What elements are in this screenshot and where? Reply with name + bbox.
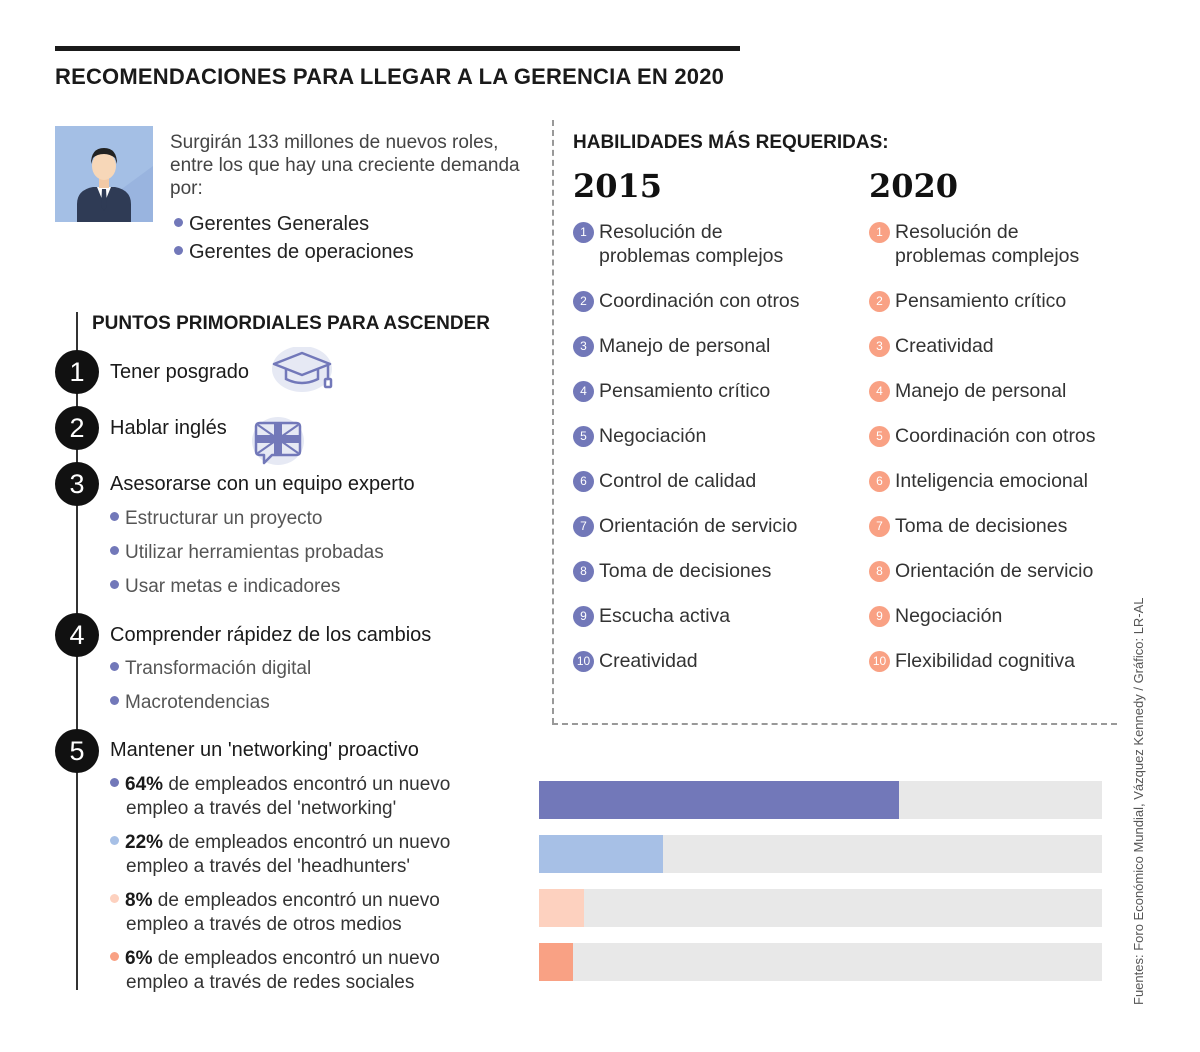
sub-item: Utilizar herramientas probadas [110,542,384,564]
bar-track [539,835,1102,873]
bullet-dot [110,580,119,589]
skill-label: Negociación [599,425,707,447]
skill-2015-item [573,514,818,538]
skill-2020-item [869,379,1114,403]
avatar [55,126,153,222]
legend-dot [110,778,119,787]
step-number: 4 [55,613,99,657]
legend-dot [110,836,119,845]
rank-badge: 9 [573,606,594,627]
bar-otros-medios [539,889,584,927]
intro-bullet-label: Gerentes Generales [189,213,370,235]
bar-track [539,781,1102,819]
skill-label: Flexibilidad cognitiva [895,650,1075,672]
skill-label: Creatividad [599,650,698,672]
dashed-border-bottom [552,723,1117,725]
skill-2020-item [869,469,1114,493]
skill-label: Resolución de problemas complejos [895,221,1080,267]
rank-badge: 2 [869,291,890,312]
skill-2020-item [869,334,1114,358]
bar-networking [539,781,899,819]
skill-2020-item [869,604,1114,628]
skill-2015-item [573,559,818,583]
rank-badge: 4 [869,381,890,402]
bar-redes-sociales [539,943,573,981]
skill-2015-item [573,424,818,448]
stat-otros-medios: 8% de empleados encontró un nuevo empleo a través de otros medios [110,889,520,937]
rank-badge: 5 [573,426,594,447]
businessman-icon [55,126,153,222]
year-2020-heading: 2020 [869,167,959,205]
legend-dot [110,894,119,903]
rank-badge: 2 [573,291,594,312]
stat-redes-sociales: 6% de empleados encontró un nuevo empleo a través de redes sociales [110,947,520,995]
rank-badge: 9 [869,606,890,627]
rank-badge: 5 [869,426,890,447]
legend-dot [110,952,119,961]
step-label: Comprender rápidez de los cambios [110,624,432,646]
rank-badge: 1 [869,222,890,243]
intro-paragraph: Surgirán 133 millones de nuevos roles, entre los que hay una creciente demanda por: [170,132,520,199]
rank-badge: 8 [573,561,594,582]
skill-label: Creatividad [895,335,994,357]
skill-2015-item [573,469,818,493]
stat-percent: 64% [125,774,164,795]
rank-badge: 7 [869,516,890,537]
skill-label: Control de calidad [599,470,757,492]
page-title: RECOMENDACIONES PARA LLEGAR A LA GERENCIA EN 2020 [55,64,725,89]
rank-badge: 7 [573,516,594,537]
skill-2015-item [573,289,818,313]
stat-percent: 22% [125,832,164,853]
step-number: 5 [55,729,99,773]
intro-bullet [174,213,369,236]
skill-label: Inteligencia emocional [895,470,1088,492]
skill-2020-item [869,514,1114,538]
skill-2020-item [869,220,1114,268]
step-label: Hablar inglés [110,417,227,439]
skill-2020-item [869,424,1114,448]
skill-label: Orientación de servicio [599,515,798,537]
section-title-puntos: PUNTOS PRIMORDIALES PARA ASCENDER [92,313,490,334]
bullet-dot [174,246,183,255]
sub-item: Usar metas e indicadores [110,576,340,598]
section-title-habilidades: HABILIDADES MÁS REQUERIDAS: [573,132,889,153]
step-label: Asesorarse con un equipo experto [110,473,415,495]
skill-2015-item [573,604,818,628]
skill-label: Manejo de personal [599,335,771,357]
step-label: Mantener un 'networking' proactivo [110,739,419,761]
skill-label: Manejo de personal [895,380,1067,402]
skill-2020-item [869,559,1114,583]
skill-label: Coordinación con otros [599,290,800,312]
rank-badge: 3 [573,336,594,357]
uk-flag-speech-bubble-icon [248,417,304,472]
skill-label: Coordinación con otros [895,425,1096,447]
bar-track [539,889,1102,927]
sub-item: Estructurar un proyecto [110,508,322,530]
step-number: 1 [55,350,99,394]
graduation-cap-icon [272,347,338,398]
rank-badge: 3 [869,336,890,357]
stat-networking: 64% de empleados encontró un nuevo empleo a través del 'networking' [110,773,520,821]
skill-label: Escucha activa [599,605,731,627]
skill-2015-item [573,379,818,403]
stat-percent: 6% [125,948,153,969]
intro-text [170,131,540,200]
rank-badge: 1 [573,222,594,243]
bar-track [539,943,1102,981]
bullet-dot [110,512,119,521]
skill-2015-item [573,220,818,268]
sub-item: Macrotendencias [110,692,270,714]
bar-headhunters [539,835,663,873]
step-number: 3 [55,462,99,506]
step-label: Tener posgrado [110,361,249,383]
sub-item: Transformación digital [110,658,311,680]
source-credit: Fuentes: Foro Económico Mundial, Vázquez Kennedy / Gráfico: LR-AL [1131,597,1146,1005]
rank-badge: 10 [869,651,890,672]
dashed-border-left [552,120,554,724]
bullet-dot [110,662,119,671]
rank-badge: 10 [573,651,594,672]
rank-badge: 8 [869,561,890,582]
skill-label: Resolución de problemas complejos [599,221,784,267]
skill-2015-item [573,649,818,673]
skill-label: Pensamiento crítico [895,290,1067,312]
step-number: 2 [55,406,99,450]
skill-2015-item [573,334,818,358]
skill-label: Negociación [895,605,1003,627]
skill-2020-item [869,649,1114,673]
rank-badge: 6 [573,471,594,492]
bullet-dot [110,546,119,555]
skill-label: Orientación de servicio [895,560,1094,582]
skill-2020-item [869,289,1114,313]
title-rule [55,46,740,51]
intro-bullet [174,241,414,264]
stat-percent: 8% [125,890,153,911]
rank-badge: 6 [869,471,890,492]
stat-headhunters: 22% de empleados encontró un nuevo empleo a través del 'headhunters' [110,831,520,879]
bullet-dot [174,218,183,227]
intro-bullet-label: Gerentes de operaciones [189,241,414,263]
skill-label: Pensamiento crítico [599,380,771,402]
bullet-dot [110,696,119,705]
skill-label: Toma de decisiones [599,560,772,582]
year-2015-heading: 2015 [573,167,663,205]
rank-badge: 4 [573,381,594,402]
skill-label: Toma de decisiones [895,515,1068,537]
